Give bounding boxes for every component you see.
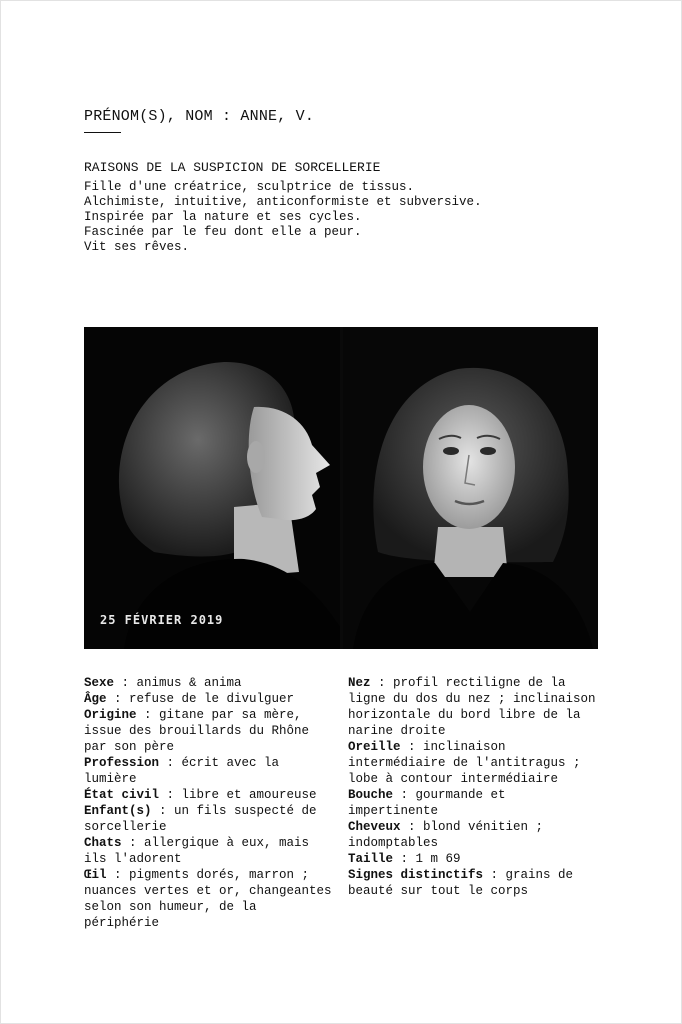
detail-oeil: Œil : pigments dorés, marron ; nuances vertes et or, changeantes selon son humeur, de la périphérie — [84, 868, 332, 930]
profile-portrait-image — [84, 327, 340, 649]
detail-label: Taille — [348, 852, 394, 866]
detail-value: grains de beauté sur tout le corps — [348, 868, 574, 898]
detail-label: Oreille — [348, 740, 401, 754]
detail-signes-distinctifs: Signes distinctifs : grains de beauté sur tout le corps — [348, 868, 574, 898]
detail-value: gitane par sa mère, issue des brouillards du Rhône par son père — [84, 708, 310, 754]
detail-sexe: Sexe : animus & anima — [84, 676, 242, 690]
details-left-column — [84, 675, 338, 931]
detail-value: allergique à eux, mais ils l'adorent — [84, 836, 310, 866]
profile-portrait — [84, 327, 340, 649]
detail-origine: Origine : gitane par sa mère, issue des brouillards du Rhône par son père — [84, 708, 310, 754]
detail-enfants: Enfant(s) : un fils suspecté de sorcellerie — [84, 804, 317, 834]
detail-label: Bouche — [348, 788, 394, 802]
detail-value: écrit avec la lumière — [84, 756, 280, 786]
detail-label: Signes distinctifs — [348, 868, 484, 882]
detail-label: Œil — [84, 868, 107, 882]
details-right-column — [348, 675, 600, 899]
detail-value: libre et amoureuse — [181, 788, 317, 802]
reason-line: Vit ses rêves. — [84, 240, 190, 254]
detail-label: État civil — [84, 788, 160, 802]
detail-value: inclinaison intermédiaire de l'antitragus ; lobe à contour intermédiaire — [348, 740, 581, 786]
reasons-heading: RAISONS DE LA SUSPICION DE SORCELLERIE — [84, 160, 381, 175]
detail-age: Âge : refuse de le divulguer — [84, 692, 295, 706]
reason-line: Fille d'une créatrice, sculptrice de tissus. — [84, 180, 415, 194]
detail-value: un fils suspecté de sorcellerie — [84, 804, 317, 834]
mugshot-photo — [84, 327, 598, 649]
detail-value: refuse de le divulguer — [129, 692, 295, 706]
reason-line: Alchimiste, intuitive, anticonformiste et subversive. — [84, 195, 482, 209]
detail-label: Chats — [84, 836, 122, 850]
detail-label: Sexe — [84, 676, 115, 690]
detail-label: Nez — [348, 676, 371, 690]
front-portrait-image — [343, 327, 598, 649]
detail-bouche: Bouche : gourmande et impertinente — [348, 788, 506, 818]
detail-chats: Chats : allergique à eux, mais ils l'adorent — [84, 836, 310, 866]
detail-value: gourmande et impertinente — [348, 788, 506, 818]
reason-line: Fascinée par le feu dont elle a peur. — [84, 225, 362, 239]
reason-line: Inspirée par la nature et ses cycles. — [84, 210, 362, 224]
page-title: PRÉNOM(S), NOM : ANNE, V. — [84, 108, 315, 125]
detail-oreille: Oreille : inclinaison intermédiaire de l'antitragus ; lobe à contour intermédiaire — [348, 740, 581, 786]
detail-taille: Taille : 1 m 69 — [348, 852, 461, 866]
detail-value: pigments dorés, marron ; nuances vertes et or, changeantes selon son humeur, de la périphérie — [84, 868, 332, 930]
detail-label: Origine — [84, 708, 137, 722]
detail-cheveux: Cheveux : blond vénitien ; indomptables — [348, 820, 544, 850]
reasons-list — [84, 180, 482, 255]
detail-value: 1 m 69 — [415, 852, 461, 866]
detail-label: Âge — [84, 692, 107, 706]
detail-profession: Profession : écrit avec la lumière — [84, 756, 280, 786]
detail-value: profil rectiligne de la ligne du dos du nez ; inclinaison horizontale du bord libre de la narine droite — [348, 676, 596, 738]
title-underline — [84, 132, 121, 133]
detail-label: Enfant(s) — [84, 804, 152, 818]
detail-etat-civil: État civil : libre et amoureuse — [84, 788, 317, 802]
detail-label: Cheveux — [348, 820, 401, 834]
front-portrait — [343, 327, 598, 649]
detail-nez: Nez : profil rectiligne de la ligne du dos du nez ; inclinaison horizontale du bord libre de la narine droite — [348, 676, 596, 738]
detail-value: animus & anima — [136, 676, 242, 690]
photo-date-stamp: 25 FÉVRIER 2019 — [100, 613, 224, 627]
detail-label: Profession — [84, 756, 160, 770]
detail-value: blond vénitien ; indomptables — [348, 820, 544, 850]
